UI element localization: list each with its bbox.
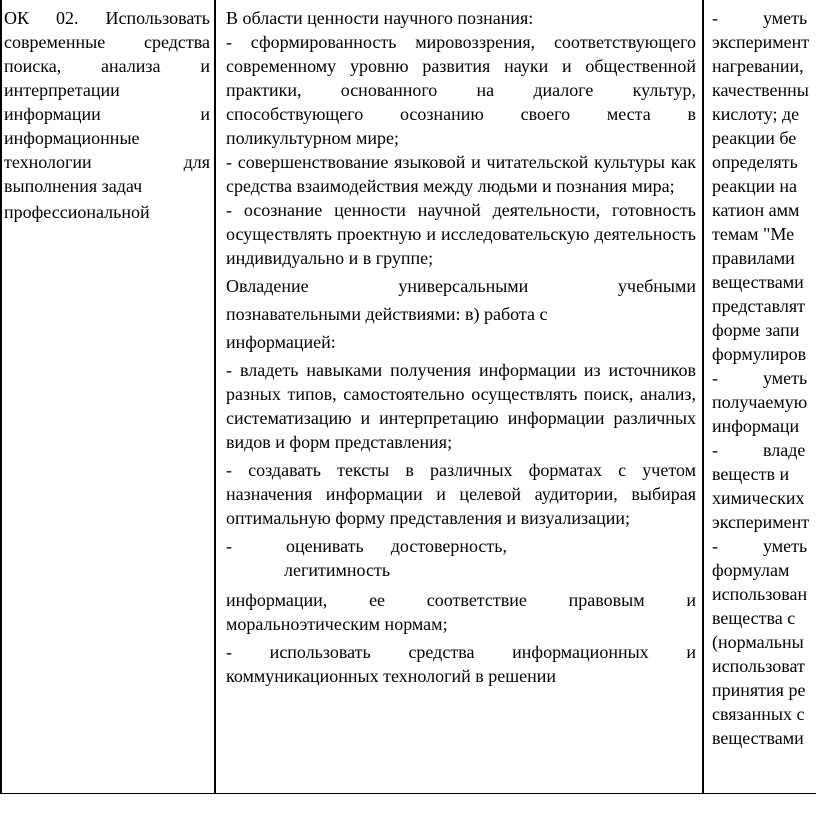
subject-line: кислоту; де — [712, 104, 800, 124]
table-border-left — [0, 0, 2, 794]
subject-line: форме запи — [712, 320, 800, 340]
mastery-heading: Овладение универсальными учебными — [226, 276, 696, 296]
competency-line: выполнения задач — [4, 176, 143, 196]
competency-line: современные средства — [4, 32, 210, 52]
table-divider-1 — [214, 0, 216, 794]
subject-line: темам "Ме — [712, 224, 795, 244]
subject-line: вещества с — [712, 608, 796, 628]
competency-line: профессиональной — [4, 202, 150, 222]
subject-line: - уметь — [712, 536, 808, 556]
subject-line: формулам — [712, 560, 790, 580]
subject-line: - владе — [712, 440, 806, 460]
subject-line: определять — [712, 152, 798, 172]
subject-line: качественны — [712, 80, 809, 100]
subject-line: принятия ре — [712, 680, 806, 700]
subject-results-cell — [712, 6, 816, 750]
subject-line: (нормальны — [712, 632, 804, 652]
personal-results-cell — [226, 6, 696, 688]
result-item: - владеть навыками получения информации из источников разных типов, самостоятельно осуществлять поиск, анализ, систематизацию и интерпретацию информации различных видов и форм представления; — [226, 360, 696, 452]
subject-line: эксперимент — [712, 512, 810, 532]
subject-line: эксперимент — [712, 32, 810, 52]
subject-line: химических — [712, 488, 805, 508]
subject-line: реакции бе — [712, 128, 797, 148]
competency-line: технологии для — [4, 152, 210, 172]
subject-line: использован — [712, 584, 808, 604]
subject-line: связанных с — [712, 704, 805, 724]
result-item: - сформированность мировоззрения, соответствующего современному уровню развития науки и общественной практики, основанного на диалоге культур, способствующего осознанию своего места в поликультурном мире; — [226, 32, 696, 148]
subject-line: веществ и — [712, 464, 790, 484]
competency-line: интерпретации — [4, 80, 120, 100]
mastery-heading: познавательными действиями: в) работа с — [226, 304, 548, 324]
subject-line: формулиров — [712, 344, 807, 364]
subject-line: катион амм — [712, 200, 800, 220]
subject-line: реакции на — [712, 176, 797, 196]
competency-line: ОК 02. Использовать — [4, 8, 210, 28]
table-divider-2 — [702, 0, 704, 794]
result-item: - использовать средства информационных и коммуникационных технологий в решении — [226, 642, 696, 686]
subject-line: использоват — [712, 656, 805, 676]
result-item: - осознание ценности научной деятельности, готовность осуществлять проектную и исследовательскую деятельность индивидуально и в группе; — [226, 200, 696, 268]
subject-line: веществами — [712, 272, 804, 292]
competency-cell — [4, 6, 210, 224]
result-item: - оценивать достоверность, — [226, 536, 507, 556]
competency-line: информации и — [4, 104, 210, 124]
section-intro: В области ценности научного познания: — [226, 8, 534, 28]
subject-line: - уметь — [712, 368, 808, 388]
subject-line: правилами — [712, 248, 795, 268]
subject-line: информаци — [712, 416, 800, 436]
mastery-heading: информацией: — [226, 332, 336, 352]
result-item: легитимность — [284, 560, 391, 580]
subject-line: представлят — [712, 296, 805, 316]
competency-line: информационные — [4, 128, 140, 148]
competency-line: поиска, анализа и — [4, 56, 210, 76]
subject-line: - уметь — [712, 8, 808, 28]
result-item: информации, ее соответствие правовым и моральноэтическим нормам; — [226, 590, 696, 634]
result-item: - совершенствование языковой и читательской культуры как средства взаимодействия между людьми и познания мира; — [226, 152, 696, 196]
subject-line: получаемую — [712, 392, 808, 412]
subject-line: нагревании, — [712, 56, 804, 76]
result-item: - создавать тексты в различных форматах с учетом назначения информации и целевой аудитории, выбирая оптимальную форму представления и визуализации; — [226, 460, 696, 528]
subject-line: веществами — [712, 728, 804, 748]
